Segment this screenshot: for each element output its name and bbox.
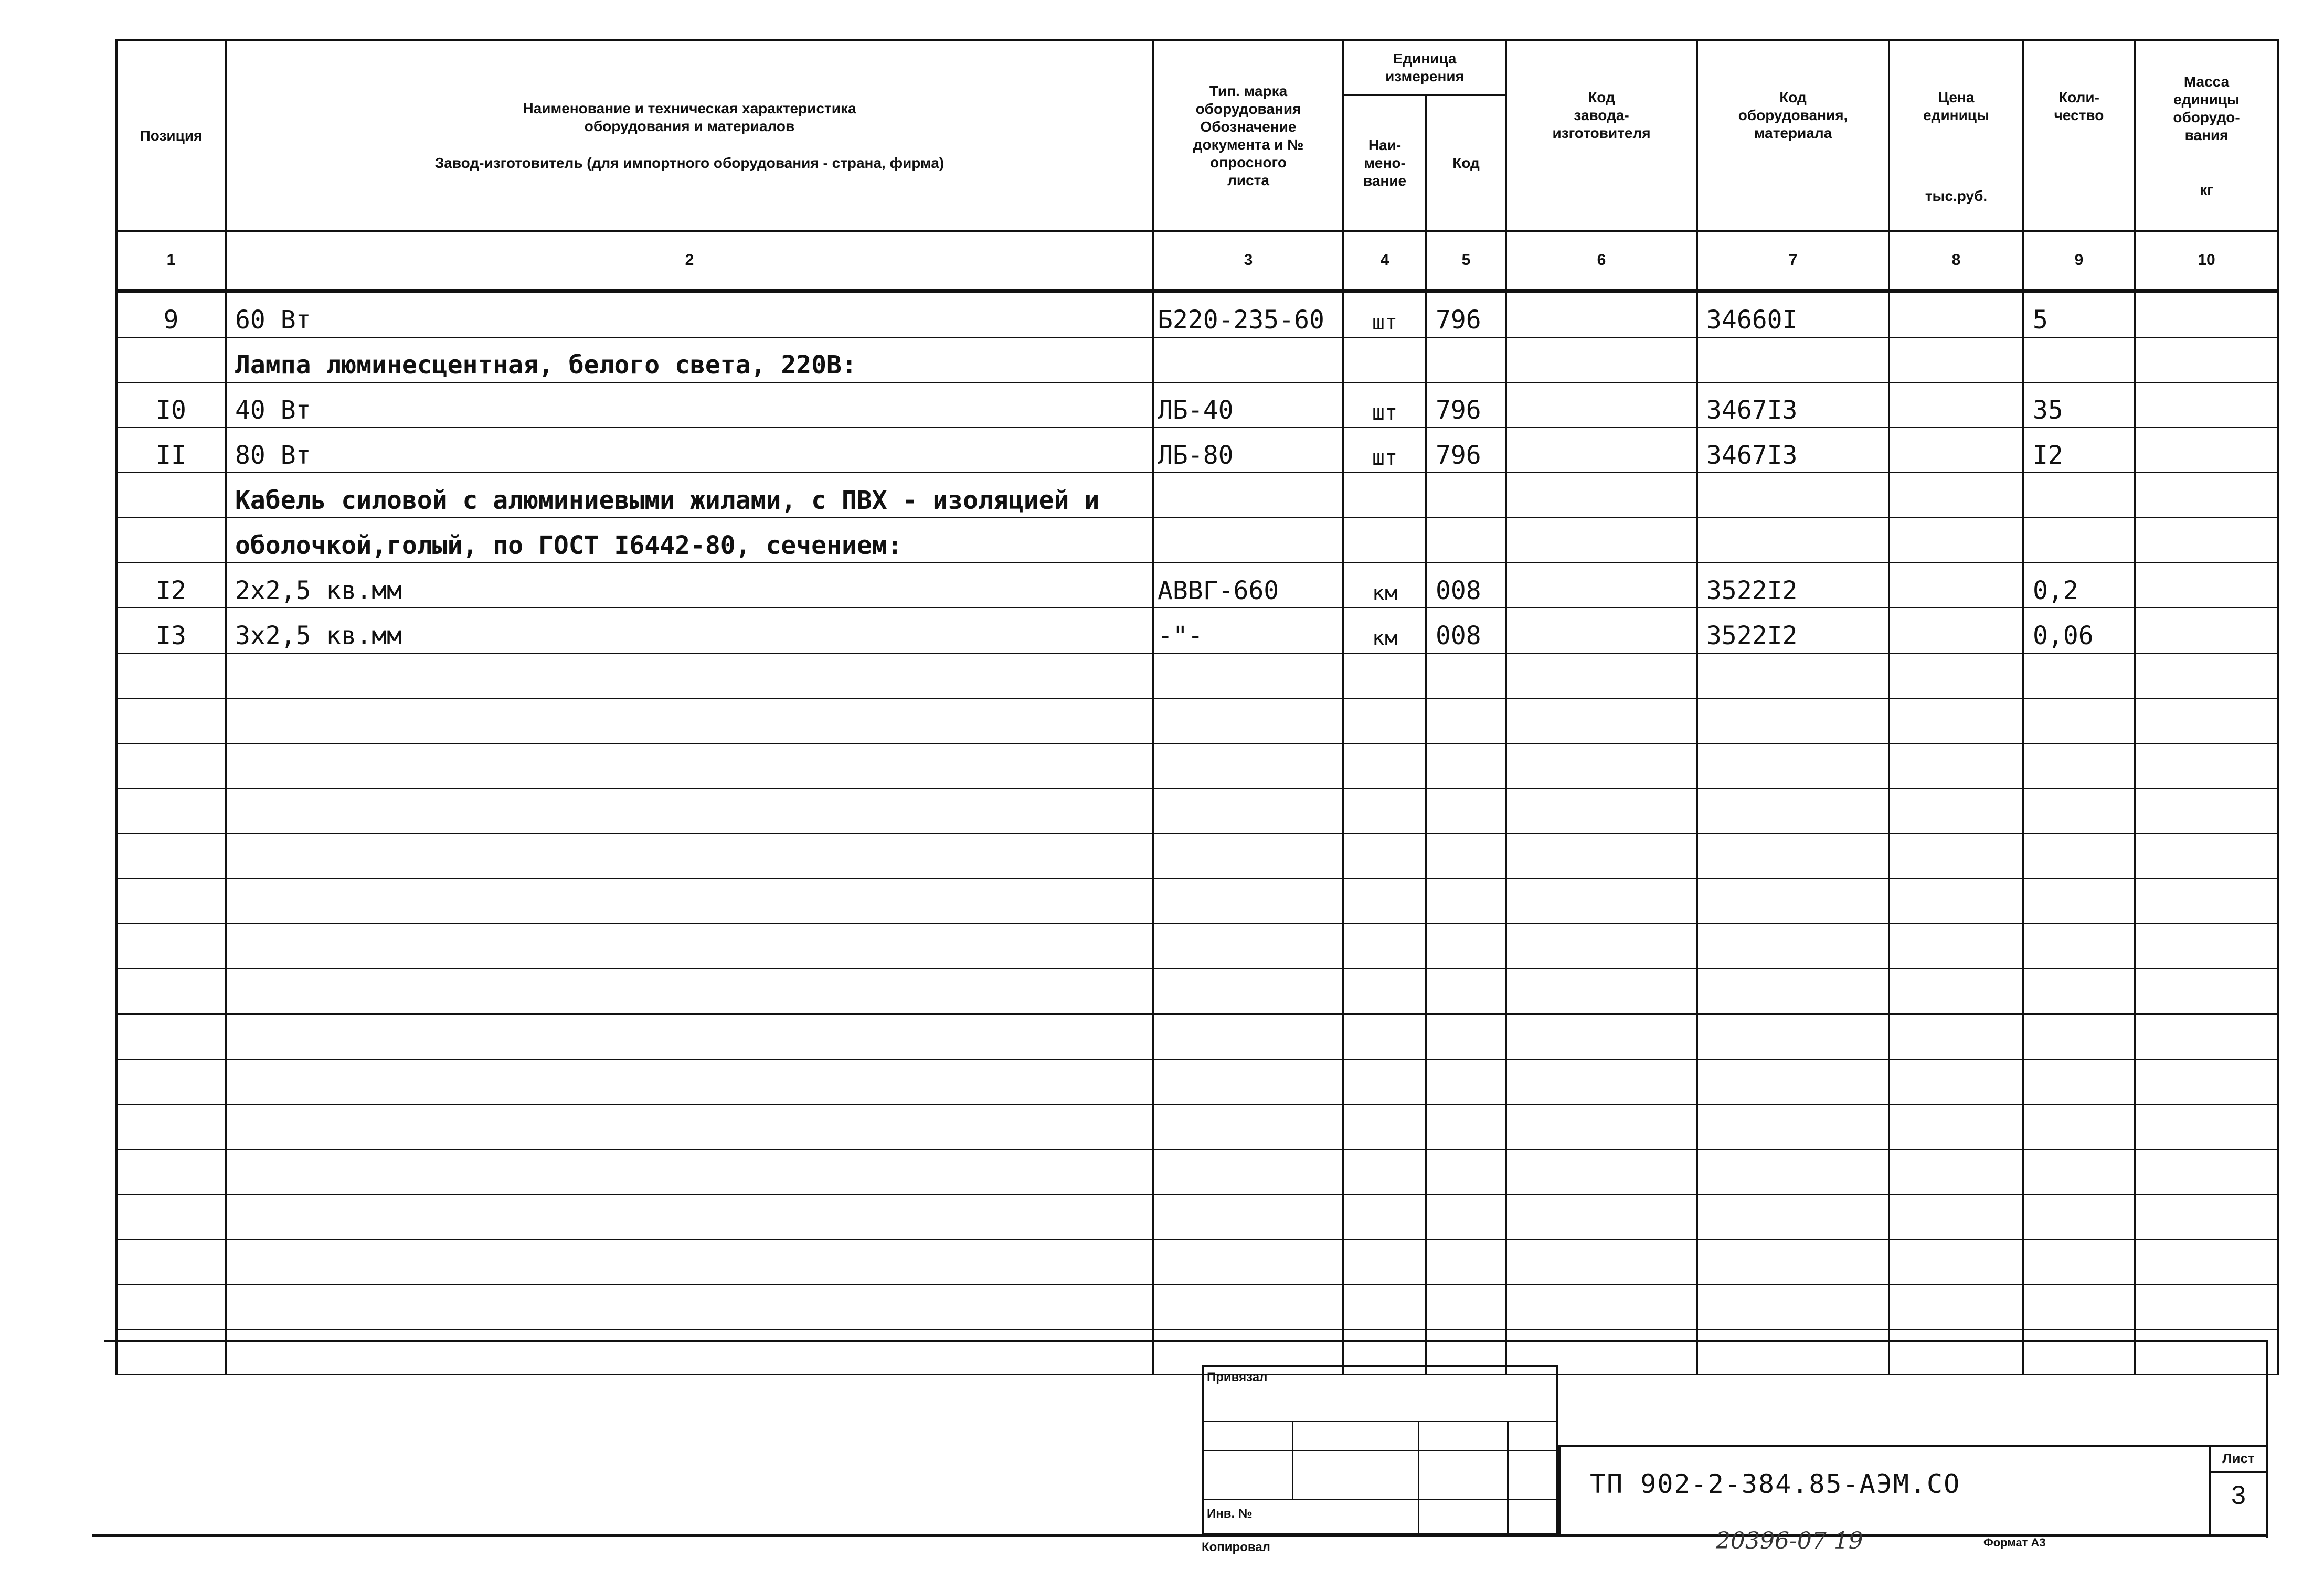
cell-unit <box>1343 1240 1426 1285</box>
cell-factory <box>1506 1194 1697 1240</box>
cell-price <box>1889 473 2023 518</box>
cell-code <box>1426 879 1506 924</box>
cell-pos: 9 <box>116 291 226 337</box>
cell-code <box>1426 1194 1506 1240</box>
cell-unit <box>1343 1059 1426 1104</box>
cell-qty <box>2023 1194 2135 1240</box>
cell-name <box>226 1104 1153 1149</box>
cell-type <box>1153 1285 1343 1330</box>
column-number: 8 <box>1889 231 2023 291</box>
specification-rows <box>116 291 2278 1375</box>
column-number: 7 <box>1697 231 1889 291</box>
cell-unit <box>1343 337 1426 382</box>
cell-type <box>1153 1104 1343 1149</box>
cell-type <box>1153 834 1343 879</box>
cell-material <box>1697 879 1889 924</box>
column-number-row <box>116 231 2278 291</box>
cell-name: Кабель силовой с алюминиевыми жилами, с ПВХ - изоляцией и <box>226 473 1153 518</box>
table-row <box>116 924 2278 969</box>
cell-price <box>1889 969 2023 1014</box>
table-row <box>116 518 2278 563</box>
cell-material <box>1697 1285 1889 1330</box>
cell-name <box>226 1059 1153 1104</box>
cell-qty <box>2023 969 2135 1014</box>
cell-code <box>1426 1285 1506 1330</box>
cell-unit <box>1343 879 1426 924</box>
table-row <box>116 969 2278 1014</box>
cell-pos <box>116 698 226 743</box>
cell-qty <box>2023 1149 2135 1194</box>
cell-mass <box>2135 743 2278 788</box>
cell-price <box>1889 382 2023 428</box>
cell-factory <box>1506 291 1697 337</box>
header-unit-code: Код <box>1426 95 1506 231</box>
cell-material <box>1697 924 1889 969</box>
table-row <box>116 1194 2278 1240</box>
cell-name <box>226 924 1153 969</box>
cell-price <box>1889 1285 2023 1330</box>
cell-unit <box>1343 743 1426 788</box>
cell-code <box>1426 1104 1506 1149</box>
cell-type: ЛБ-40 <box>1153 382 1343 428</box>
cell-qty <box>2023 653 2135 698</box>
cell-name: 2х2,5 кв.мм <box>226 563 1153 608</box>
cell-pos <box>116 653 226 698</box>
column-number: 10 <box>2135 231 2278 291</box>
cell-factory <box>1506 1240 1697 1285</box>
cell-code <box>1426 518 1506 563</box>
cell-qty <box>2023 834 2135 879</box>
cell-factory <box>1506 1285 1697 1330</box>
inventory-number: 20396-07 19 <box>1716 1528 1863 1554</box>
tied-label: Привязал <box>1207 1370 1268 1384</box>
stamp-divider <box>1418 1421 1419 1535</box>
cell-mass <box>2135 473 2278 518</box>
cell-type: Б220-235-60 <box>1153 291 1343 337</box>
cell-pos <box>116 518 226 563</box>
inventory-label: Инв. № <box>1207 1507 1253 1521</box>
table-row <box>116 1014 2278 1059</box>
cell-unit: шт <box>1343 291 1426 337</box>
sheet-number: 3 <box>2231 1480 2246 1510</box>
cell-unit <box>1343 834 1426 879</box>
cell-type <box>1153 518 1343 563</box>
cell-mass <box>2135 653 2278 698</box>
cell-price <box>1889 518 2023 563</box>
cell-mass <box>2135 1285 2278 1330</box>
cell-material <box>1697 834 1889 879</box>
cell-type <box>1153 698 1343 743</box>
cell-type <box>1153 1014 1343 1059</box>
cell-factory <box>1506 788 1697 834</box>
stamp-divider <box>1507 1421 1509 1535</box>
cell-qty: 5 <box>2023 291 2135 337</box>
cell-mass <box>2135 1104 2278 1149</box>
table-row <box>116 1240 2278 1285</box>
cell-pos <box>116 1059 226 1104</box>
cell-type <box>1153 653 1343 698</box>
table-row <box>116 653 2278 698</box>
header-material-code: Код оборудования, материала <box>1697 40 1889 231</box>
cell-qty <box>2023 1240 2135 1285</box>
sheet-number-box <box>2209 1445 2266 1535</box>
cell-pos <box>116 834 226 879</box>
cell-pos <box>116 337 226 382</box>
cell-price <box>1889 788 2023 834</box>
cell-material <box>1697 969 1889 1014</box>
cell-qty: I2 <box>2023 428 2135 473</box>
cell-code: 008 <box>1426 563 1506 608</box>
cell-material: 3522I2 <box>1697 563 1889 608</box>
cell-pos <box>116 1194 226 1240</box>
cell-qty <box>2023 1285 2135 1330</box>
copied-by-label: Копировал <box>1202 1540 1270 1554</box>
table-row <box>116 1149 2278 1194</box>
column-number: 2 <box>226 231 1153 291</box>
cell-mass <box>2135 1149 2278 1194</box>
cell-type <box>1153 743 1343 788</box>
cell-factory <box>1506 834 1697 879</box>
cell-factory <box>1506 1059 1697 1104</box>
cell-material <box>1697 653 1889 698</box>
cell-unit <box>1343 1149 1426 1194</box>
cell-factory <box>1506 1149 1697 1194</box>
cell-price <box>1889 653 2023 698</box>
cell-qty <box>2023 788 2135 834</box>
cell-mass <box>2135 337 2278 382</box>
cell-unit: км <box>1343 608 1426 653</box>
header-mass: Масса единицы оборудо- вания кг <box>2135 40 2278 231</box>
cell-mass <box>2135 1014 2278 1059</box>
cell-name: 60 Вт <box>226 291 1153 337</box>
cell-price <box>1889 698 2023 743</box>
table-row <box>116 608 2278 653</box>
column-number: 3 <box>1153 231 1343 291</box>
cell-type <box>1153 1149 1343 1194</box>
cell-price <box>1889 337 2023 382</box>
cell-price <box>1889 1104 2023 1149</box>
cell-unit <box>1343 473 1426 518</box>
table-row <box>116 698 2278 743</box>
cell-mass <box>2135 608 2278 653</box>
cell-type <box>1153 969 1343 1014</box>
cell-code <box>1426 1149 1506 1194</box>
cell-material: 34660I <box>1697 291 1889 337</box>
cell-factory <box>1506 473 1697 518</box>
cell-code <box>1426 743 1506 788</box>
column-number: 1 <box>116 231 226 291</box>
cell-code: 796 <box>1426 382 1506 428</box>
table-row <box>116 428 2278 473</box>
table-row <box>116 879 2278 924</box>
header-unit-name: Наи- мено- вание <box>1343 95 1426 231</box>
cell-mass <box>2135 1059 2278 1104</box>
cell-code <box>1426 337 1506 382</box>
cell-factory <box>1506 563 1697 608</box>
cell-qty <box>2023 698 2135 743</box>
table-row <box>116 788 2278 834</box>
cell-price <box>1889 1194 2023 1240</box>
cell-name <box>226 788 1153 834</box>
cell-price <box>1889 563 2023 608</box>
cell-pos: I2 <box>116 563 226 608</box>
cell-pos <box>116 1014 226 1059</box>
cell-name <box>226 1285 1153 1330</box>
stamp-divider <box>1204 1499 1556 1500</box>
cell-factory <box>1506 428 1697 473</box>
table-row <box>116 1104 2278 1149</box>
cell-name <box>226 1194 1153 1240</box>
cell-mass <box>2135 788 2278 834</box>
specification-table <box>115 39 2279 1375</box>
cell-price <box>1889 834 2023 879</box>
cell-material <box>1697 1240 1889 1285</box>
approval-stamp <box>1202 1365 1558 1535</box>
cell-name <box>226 1014 1153 1059</box>
cell-unit <box>1343 518 1426 563</box>
cell-factory <box>1506 743 1697 788</box>
cell-name: 3х2,5 кв.мм <box>226 608 1153 653</box>
cell-code: 796 <box>1426 428 1506 473</box>
cell-price <box>1889 608 2023 653</box>
cell-mass <box>2135 291 2278 337</box>
cell-material: 3467I3 <box>1697 382 1889 428</box>
cell-mass <box>2135 518 2278 563</box>
cell-type <box>1153 1240 1343 1285</box>
cell-factory <box>1506 1104 1697 1149</box>
cell-mass <box>2135 382 2278 428</box>
cell-code <box>1426 788 1506 834</box>
sheet-label: Лист <box>2211 1445 2266 1473</box>
cell-type: ЛБ-80 <box>1153 428 1343 473</box>
cell-qty <box>2023 743 2135 788</box>
cell-material <box>1697 473 1889 518</box>
cell-factory <box>1506 608 1697 653</box>
cell-qty <box>2023 518 2135 563</box>
column-number: 6 <box>1506 231 1697 291</box>
cell-pos <box>116 1149 226 1194</box>
cell-mass <box>2135 879 2278 924</box>
cell-code <box>1426 653 1506 698</box>
cell-code <box>1426 924 1506 969</box>
cell-mass <box>2135 563 2278 608</box>
cell-material <box>1697 337 1889 382</box>
cell-factory <box>1506 969 1697 1014</box>
cell-type <box>1153 337 1343 382</box>
cell-material <box>1697 1149 1889 1194</box>
cell-factory <box>1506 1014 1697 1059</box>
cell-code <box>1426 834 1506 879</box>
cell-name <box>226 653 1153 698</box>
cell-pos <box>116 1104 226 1149</box>
cell-material <box>1697 518 1889 563</box>
cell-mass <box>2135 834 2278 879</box>
cell-mass <box>2135 1240 2278 1285</box>
table-row <box>116 291 2278 337</box>
format-label: Формат А3 <box>1983 1536 2046 1549</box>
cell-qty <box>2023 337 2135 382</box>
cell-material <box>1697 698 1889 743</box>
cell-price <box>1889 743 2023 788</box>
table-row <box>116 1285 2278 1330</box>
cell-type <box>1153 788 1343 834</box>
cell-factory <box>1506 518 1697 563</box>
cell-name: Лампа люминесцентная, белого света, 220В: <box>226 337 1153 382</box>
cell-qty: 0,2 <box>2023 563 2135 608</box>
header-name: Наименование и техническая характеристика оборудования и материалов Завод-изготовитель (для импортного оборудования - страна, фирма) <box>226 40 1153 231</box>
header-unit-group: Единица измерения <box>1343 40 1506 95</box>
header-price: Цена единицы тыс.руб. <box>1889 40 2023 231</box>
table-row <box>116 743 2278 788</box>
cell-type <box>1153 473 1343 518</box>
header-factory-code: Код завода- изготовителя <box>1506 40 1697 231</box>
header-type: Тип. марка оборудования Обозначение документа и № опросного листа <box>1153 40 1343 231</box>
cell-pos <box>116 879 226 924</box>
header-quantity: Коли- чество <box>2023 40 2135 231</box>
column-number: 9 <box>2023 231 2135 291</box>
cell-mass <box>2135 924 2278 969</box>
cell-name <box>226 1149 1153 1194</box>
cell-name <box>226 834 1153 879</box>
cell-material <box>1697 1194 1889 1240</box>
stamp-divider <box>1204 1450 1556 1451</box>
cell-qty <box>2023 924 2135 969</box>
cell-qty <box>2023 1014 2135 1059</box>
stamp-divider <box>1292 1421 1293 1499</box>
cell-price <box>1889 924 2023 969</box>
cell-material <box>1697 1104 1889 1149</box>
cell-factory <box>1506 337 1697 382</box>
cell-name: 40 Вт <box>226 382 1153 428</box>
cell-unit <box>1343 788 1426 834</box>
cell-name: 80 Вт <box>226 428 1153 473</box>
cell-qty <box>2023 1104 2135 1149</box>
cell-material <box>1697 1014 1889 1059</box>
cell-qty: 0,06 <box>2023 608 2135 653</box>
cell-name <box>226 1240 1153 1285</box>
cell-mass <box>2135 428 2278 473</box>
cell-name: оболочкой,голый, по ГОСТ I6442-80, сечением: <box>226 518 1153 563</box>
cell-material: 3522I2 <box>1697 608 1889 653</box>
stamp-divider <box>1204 1421 1556 1422</box>
cell-mass <box>2135 1194 2278 1240</box>
cell-qty: 35 <box>2023 382 2135 428</box>
cell-code <box>1426 1014 1506 1059</box>
cell-qty <box>2023 879 2135 924</box>
cell-material <box>1697 788 1889 834</box>
cell-type: АВВГ-660 <box>1153 563 1343 608</box>
table-row <box>116 563 2278 608</box>
cell-code <box>1426 969 1506 1014</box>
table-row <box>116 473 2278 518</box>
cell-unit <box>1343 653 1426 698</box>
cell-price <box>1889 291 2023 337</box>
cell-unit <box>1343 969 1426 1014</box>
cell-unit <box>1343 698 1426 743</box>
cell-type <box>1153 924 1343 969</box>
table-row <box>116 1059 2278 1104</box>
cell-name <box>226 743 1153 788</box>
cell-pos <box>116 969 226 1014</box>
cell-unit <box>1343 1014 1426 1059</box>
cell-name <box>226 698 1153 743</box>
cell-code <box>1426 1240 1506 1285</box>
cell-pos <box>116 788 226 834</box>
cell-unit <box>1343 1194 1426 1240</box>
cell-code <box>1426 1059 1506 1104</box>
document-code: ТП 902-2-384.85-АЭМ.СО <box>1590 1469 1961 1499</box>
cell-mass <box>2135 698 2278 743</box>
cell-pos: I0 <box>116 382 226 428</box>
cell-pos <box>116 1285 226 1330</box>
cell-pos <box>116 473 226 518</box>
cell-price <box>1889 428 2023 473</box>
cell-price <box>1889 1059 2023 1104</box>
column-number: 4 <box>1343 231 1426 291</box>
cell-unit: шт <box>1343 382 1426 428</box>
cell-material <box>1697 1059 1889 1104</box>
cell-factory <box>1506 382 1697 428</box>
cell-material <box>1697 743 1889 788</box>
cell-unit <box>1343 924 1426 969</box>
cell-type <box>1153 879 1343 924</box>
table-row <box>116 337 2278 382</box>
cell-factory <box>1506 924 1697 969</box>
cell-material: 3467I3 <box>1697 428 1889 473</box>
cell-price <box>1889 1014 2023 1059</box>
cell-pos <box>116 743 226 788</box>
cell-unit: км <box>1343 563 1426 608</box>
cell-type <box>1153 1194 1343 1240</box>
cell-factory <box>1506 698 1697 743</box>
cell-factory <box>1506 879 1697 924</box>
cell-type <box>1153 1059 1343 1104</box>
column-number: 5 <box>1426 231 1506 291</box>
cell-price <box>1889 1240 2023 1285</box>
cell-qty <box>2023 1059 2135 1104</box>
cell-price <box>1889 879 2023 924</box>
cell-pos: I3 <box>116 608 226 653</box>
cell-pos <box>116 924 226 969</box>
cell-qty <box>2023 473 2135 518</box>
cell-name <box>226 879 1153 924</box>
cell-code: 796 <box>1426 291 1506 337</box>
cell-unit <box>1343 1285 1426 1330</box>
table-row <box>116 382 2278 428</box>
cell-code: 008 <box>1426 608 1506 653</box>
cell-pos <box>116 1240 226 1285</box>
cell-unit <box>1343 1104 1426 1149</box>
cell-code <box>1426 473 1506 518</box>
cell-mass <box>2135 969 2278 1014</box>
cell-name <box>226 969 1153 1014</box>
cell-factory <box>1506 653 1697 698</box>
table-row <box>116 834 2278 879</box>
cell-type: -"- <box>1153 608 1343 653</box>
header-position: Позиция <box>116 40 226 231</box>
cell-unit: шт <box>1343 428 1426 473</box>
cell-code <box>1426 698 1506 743</box>
cell-price <box>1889 1149 2023 1194</box>
cell-pos: II <box>116 428 226 473</box>
